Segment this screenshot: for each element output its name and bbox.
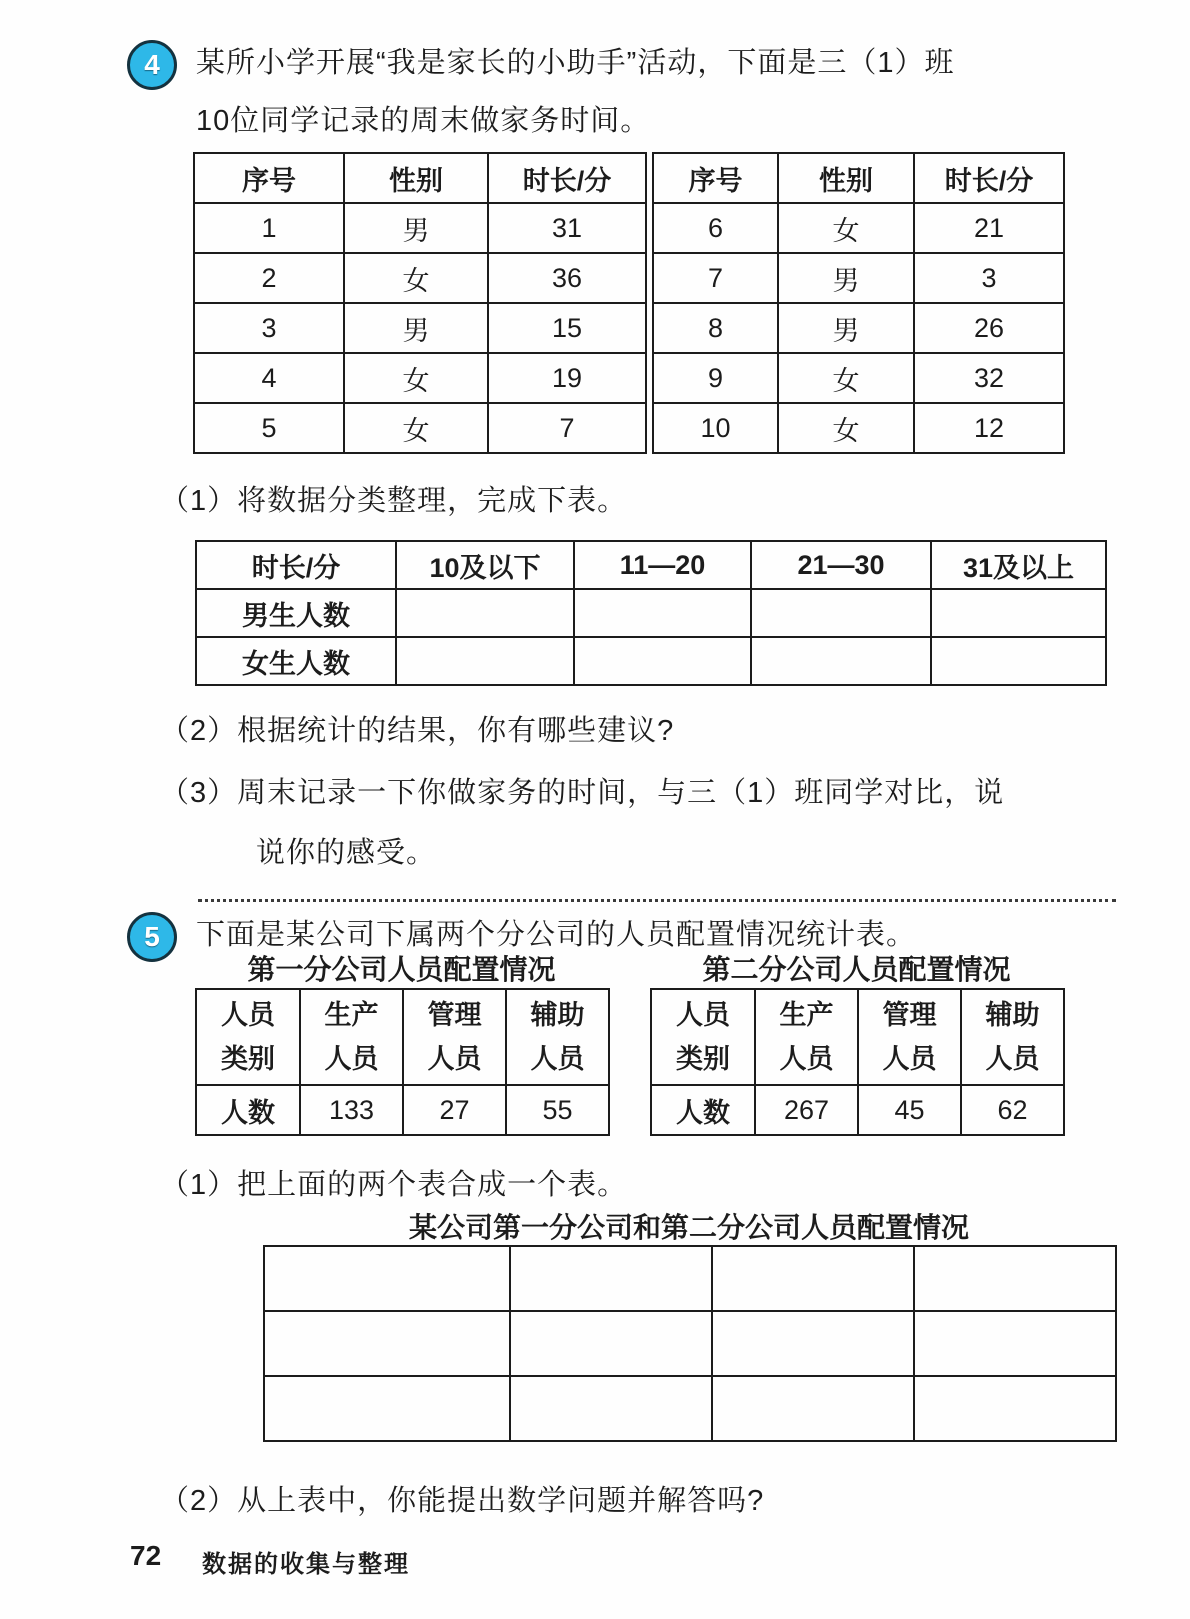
page-number: 72 — [130, 1540, 162, 1571]
header-line: 人员 — [530, 1044, 585, 1074]
cell-seq: 1 — [194, 203, 344, 253]
col-header-gender: 性别 — [344, 153, 488, 203]
cell-gender: 女 — [778, 353, 914, 403]
cell-gender: 女 — [344, 403, 488, 453]
merged-table-title: 某公司第一分公司和第二分公司人员配置情况 — [408, 1212, 969, 1243]
cell-count: 267 — [755, 1085, 858, 1135]
problem-5-number-badge: 5 — [127, 912, 177, 962]
cell-gender: 男 — [778, 303, 914, 353]
empty-answer-cell — [931, 637, 1106, 685]
cell-count: 55 — [506, 1085, 609, 1135]
empty-answer-cell — [712, 1376, 914, 1441]
classification-table — [195, 540, 1107, 686]
col-header-minutes: 时长/分 — [914, 153, 1064, 203]
cell-gender: 男 — [778, 253, 914, 303]
cell-minutes: 26 — [914, 303, 1064, 353]
cell-gender: 女 — [778, 203, 914, 253]
cell-count: 45 — [858, 1085, 961, 1135]
empty-answer-cell — [264, 1376, 510, 1441]
table-row — [194, 403, 646, 453]
cell-seq: 3 — [194, 303, 344, 353]
problem-4-statement-line1: 某所小学开展“我是家长的小助手”活动，下面是三（1）班 — [196, 47, 955, 79]
table-header-row — [651, 989, 1064, 1085]
cell-seq: 8 — [653, 303, 778, 353]
cell-seq: 7 — [653, 253, 778, 303]
col-header-seq: 序号 — [194, 153, 344, 203]
table-header-row — [194, 153, 646, 203]
cell-minutes: 3 — [914, 253, 1064, 303]
cell-seq: 5 — [194, 403, 344, 453]
empty-answer-cell — [510, 1311, 712, 1376]
table-row — [264, 1246, 1116, 1311]
table-row-counts — [196, 1085, 609, 1135]
table-header-row — [653, 153, 1064, 203]
company-1-table-title: 第一分公司人员配置情况 — [247, 954, 556, 985]
cell-seq: 10 — [653, 403, 778, 453]
cell-minutes: 21 — [914, 203, 1064, 253]
col-header-support — [506, 989, 609, 1085]
header-line: 人员 — [882, 1044, 937, 1074]
empty-answer-cell — [914, 1376, 1116, 1441]
table-row — [264, 1311, 1116, 1376]
table-row — [653, 353, 1064, 403]
cell-minutes: 36 — [488, 253, 646, 303]
cell-gender: 男 — [344, 203, 488, 253]
col-header-management — [403, 989, 506, 1085]
header-line: 人员 — [985, 1044, 1040, 1074]
problem-4-question-1: （1）将数据分类整理，完成下表。 — [160, 485, 628, 517]
cell-minutes: 12 — [914, 403, 1064, 453]
empty-answer-cell — [914, 1311, 1116, 1376]
header-line: 辅助 — [530, 1000, 585, 1030]
table-row-girls — [196, 637, 1106, 685]
col-header-range-3: 21—30 — [751, 541, 931, 589]
problem-5-question-2: （2）从上表中，你能提出数学问题并解答吗? — [160, 1485, 765, 1517]
empty-answer-cell — [712, 1311, 914, 1376]
problem-4-statement-line2: 10位同学记录的周末做家务时间。 — [196, 105, 651, 137]
empty-answer-cell — [510, 1246, 712, 1311]
header-line: 人员 — [221, 1000, 275, 1030]
col-header-production — [755, 989, 858, 1085]
col-header-seq: 序号 — [653, 153, 778, 203]
empty-answer-cell — [751, 637, 931, 685]
col-header-range-4: 31及以上 — [931, 541, 1106, 589]
table-row — [194, 353, 646, 403]
header-line: 人员 — [324, 1044, 379, 1074]
row-label-count: 人数 — [651, 1085, 755, 1135]
table-row — [264, 1376, 1116, 1441]
header-line: 辅助 — [985, 1000, 1040, 1030]
empty-answer-cell — [396, 589, 574, 637]
empty-answer-cell — [712, 1246, 914, 1311]
table-row — [194, 303, 646, 353]
problem-4-question-2: （2）根据统计的结果，你有哪些建议? — [160, 715, 675, 747]
cell-minutes: 32 — [914, 353, 1064, 403]
table-header-row — [196, 989, 609, 1085]
table-row — [653, 203, 1064, 253]
company-1-table — [195, 988, 610, 1136]
empty-answer-cell — [751, 589, 931, 637]
header-line: 类别 — [676, 1044, 730, 1074]
col-header-minutes: 时长/分 — [488, 153, 646, 203]
header-line: 生产 — [779, 1000, 834, 1030]
cell-seq: 6 — [653, 203, 778, 253]
header-line: 管理 — [427, 1000, 482, 1030]
col-header-support — [961, 989, 1064, 1085]
header-line: 人员 — [676, 1000, 730, 1030]
cell-count: 62 — [961, 1085, 1064, 1135]
problem-4-question-3-line1: （3）周末记录一下你做家务的时间，与三（1）班同学对比，说 — [160, 777, 1005, 809]
empty-answer-cell — [574, 589, 751, 637]
company-2-table — [650, 988, 1065, 1136]
empty-answer-cell — [510, 1376, 712, 1441]
records-table-right — [652, 152, 1065, 454]
cell-gender: 女 — [344, 353, 488, 403]
header-line: 类别 — [221, 1044, 275, 1074]
row-label-girls: 女生人数 — [196, 637, 396, 685]
cell-minutes: 7 — [488, 403, 646, 453]
cell-gender: 女 — [778, 403, 914, 453]
cell-minutes: 19 — [488, 353, 646, 403]
section-divider — [198, 899, 1116, 902]
col-header-duration: 时长/分 — [196, 541, 396, 589]
cell-seq: 4 — [194, 353, 344, 403]
empty-answer-cell — [931, 589, 1106, 637]
col-header-range-1: 10及以下 — [396, 541, 574, 589]
records-tables-group — [193, 152, 1065, 454]
table-header-row — [196, 541, 1106, 589]
row-label-boys: 男生人数 — [196, 589, 396, 637]
header-line: 管理 — [882, 1000, 937, 1030]
header-line: 人员 — [427, 1044, 482, 1074]
cell-count: 27 — [403, 1085, 506, 1135]
table-row — [194, 203, 646, 253]
row-label-count: 人数 — [196, 1085, 300, 1135]
cell-gender: 男 — [344, 303, 488, 353]
problem-4-number-badge: 4 — [127, 40, 177, 90]
empty-answer-cell — [574, 637, 751, 685]
cell-seq: 2 — [194, 253, 344, 303]
company-2-table-title: 第二分公司人员配置情况 — [702, 954, 1011, 985]
col-header-range-2: 11—20 — [574, 541, 751, 589]
table-row-counts — [651, 1085, 1064, 1135]
col-header-management — [858, 989, 961, 1085]
problem-4-question-3-line2: 说你的感受。 — [256, 837, 437, 869]
cell-minutes: 31 — [488, 203, 646, 253]
section-title: 数据的收集与整理 — [202, 1551, 410, 1578]
empty-answer-cell — [914, 1246, 1116, 1311]
cell-gender: 女 — [344, 253, 488, 303]
header-line: 人员 — [779, 1044, 834, 1074]
table-row — [653, 403, 1064, 453]
header-line: 生产 — [324, 1000, 379, 1030]
records-table-left — [193, 152, 647, 454]
col-header-gender: 性别 — [778, 153, 914, 203]
problem-5-question-1: （1）把上面的两个表合成一个表。 — [160, 1169, 628, 1201]
col-header-category — [651, 989, 755, 1085]
merged-answer-table — [263, 1245, 1117, 1442]
problem-5-statement: 下面是某公司下属两个分公司的人员配置情况统计表。 — [196, 919, 917, 951]
cell-minutes: 15 — [488, 303, 646, 353]
empty-answer-cell — [264, 1246, 510, 1311]
col-header-production — [300, 989, 403, 1085]
table-row — [653, 253, 1064, 303]
table-row — [194, 253, 646, 303]
empty-answer-cell — [396, 637, 574, 685]
cell-seq: 9 — [653, 353, 778, 403]
col-header-category — [196, 989, 300, 1085]
table-row-boys — [196, 589, 1106, 637]
cell-count: 133 — [300, 1085, 403, 1135]
empty-answer-cell — [264, 1311, 510, 1376]
table-row — [653, 303, 1064, 353]
